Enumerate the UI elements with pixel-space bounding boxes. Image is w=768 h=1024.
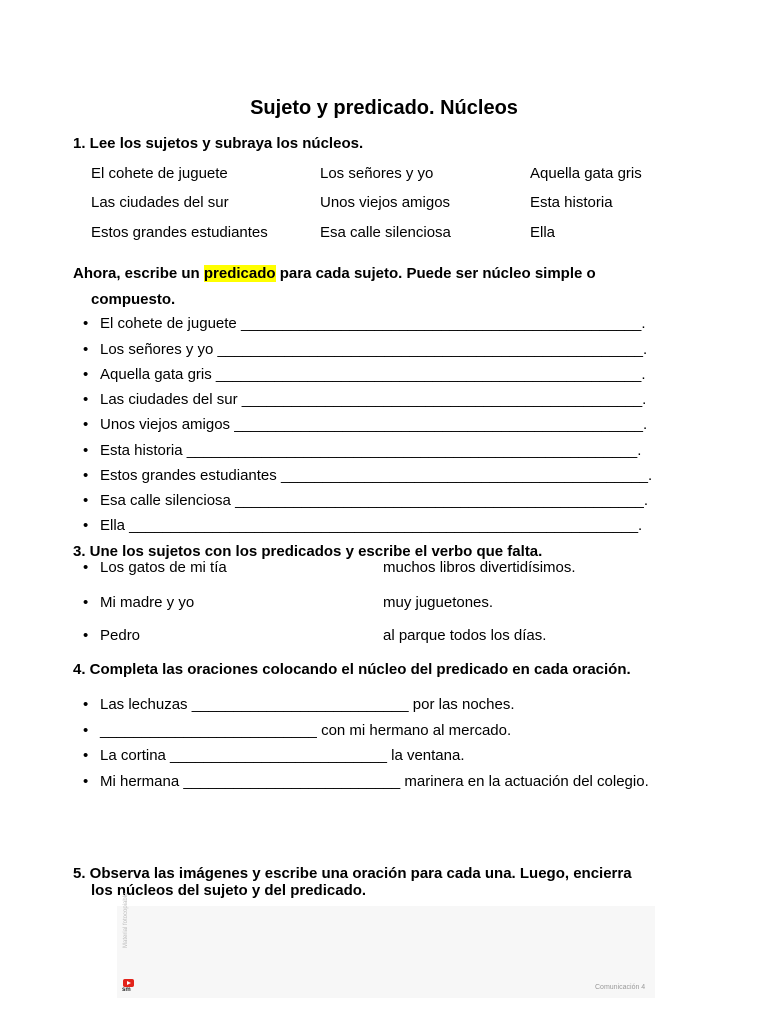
list-item-text: Esta historia ______________________________________________________.: [100, 442, 642, 459]
list-item: [83, 517, 643, 534]
subject-cell: Esa calle silenciosa: [320, 224, 451, 241]
subject-text: Mi madre y yo: [100, 594, 195, 611]
section-1-heading: 1. Lee los sujetos y subraya los núcleos.: [73, 135, 364, 152]
list-item: [83, 442, 642, 459]
sm-logo-text: sm: [122, 987, 131, 993]
bullet-icon: •: [83, 594, 89, 611]
list-item: [83, 341, 648, 358]
subject-item: [83, 559, 227, 576]
section-5-heading-line2: los núcleos del sujeto y del predicado.: [91, 882, 367, 899]
bullet-icon: •: [83, 747, 89, 764]
bullet-icon: •: [83, 696, 89, 713]
subject-cell: El cohete de juguete: [91, 165, 228, 182]
side-note: Material fotocopiable: [123, 892, 129, 948]
subject-cell: Los señores y yo: [320, 165, 434, 182]
image-area: [117, 906, 655, 998]
section-2-heading-line2: compuesto.: [91, 291, 176, 308]
bullet-icon: •: [83, 559, 89, 576]
heading-text: para cada sujeto. Puede ser núcleo simple o: [275, 265, 596, 282]
list-item-text: Esa calle silenciosa _________________________________________________.: [100, 492, 649, 509]
list-item-text: Ella _____________________________________________________________.: [100, 517, 643, 534]
bullet-icon: •: [83, 442, 89, 459]
subject-cell: Unos viejos amigos: [320, 194, 451, 211]
subject-cell: Las ciudades del sur: [91, 194, 229, 211]
subject-cell: Estos grandes estudiantes: [91, 224, 268, 241]
list-item-text: El cohete de juguete ________________________________________________.: [100, 315, 646, 332]
highlighted-word: predicado: [203, 265, 276, 282]
list-item: [83, 747, 465, 764]
bullet-icon: •: [83, 773, 89, 790]
bullet-icon: •: [83, 391, 89, 408]
list-item: [83, 391, 647, 408]
list-item-text: Los señores y yo ___________________________________________________.: [100, 341, 648, 358]
predicate-text: muy juguetones.: [383, 594, 494, 611]
subject-cell: Ella: [530, 224, 556, 241]
bullet-icon: •: [83, 467, 89, 484]
list-item: [83, 315, 646, 332]
list-item: [83, 773, 649, 790]
subject-item: [83, 594, 195, 611]
bullet-icon: •: [83, 315, 89, 332]
list-item: [83, 416, 648, 433]
bullet-icon: •: [83, 627, 89, 644]
section-2-heading: [73, 265, 596, 282]
subject-cell: Esta historia: [530, 194, 613, 211]
list-item: [83, 366, 646, 383]
bullet-icon: •: [83, 517, 89, 534]
subject-text: Pedro: [100, 627, 141, 644]
list-item-text: Las ciudades del sur ________________________________________________.: [100, 391, 647, 408]
bullet-icon: •: [83, 341, 89, 358]
section-5-heading: 5. Observa las imágenes y escribe una oración para cada una. Luego, encierra: [73, 865, 632, 882]
bullet-icon: •: [83, 366, 89, 383]
bullet-icon: •: [83, 722, 89, 739]
footer-right-text: Comunicación 4: [595, 984, 646, 991]
list-item: [83, 722, 512, 739]
subject-cell: Aquella gata gris: [530, 165, 642, 182]
list-item-text: La cortina __________________________ la ventana.: [100, 747, 465, 764]
list-item: [83, 467, 653, 484]
subject-text: Los gatos de mi tía: [100, 559, 227, 576]
subject-item: [83, 627, 141, 644]
list-item-text: __________________________ con mi hermano al mercado.: [100, 722, 512, 739]
list-item-text: Mi hermana __________________________ marinera en la actuación del colegio.: [100, 773, 649, 790]
section-3-heading: 3. Une los sujetos con los predicados y escribe el verbo que falta.: [73, 543, 543, 560]
list-item-text: Unos viejos amigos _________________________________________________.: [100, 416, 648, 433]
list-item: [83, 492, 649, 509]
section-4-heading: 4. Completa las oraciones colocando el núcleo del predicado en cada oración.: [73, 661, 631, 678]
list-item-text: Estos grandes estudiantes ____________________________________________.: [100, 467, 653, 484]
predicate-text: muchos libros divertidísimos.: [383, 559, 576, 576]
bullet-icon: •: [83, 492, 89, 509]
list-item-text: Aquella gata gris ___________________________________________________.: [100, 366, 646, 383]
heading-text: Ahora, escribe un: [73, 265, 204, 282]
bullet-icon: •: [83, 416, 89, 433]
predicate-text: al parque todos los días.: [383, 627, 547, 644]
list-item-text: Las lechuzas __________________________ por las noches.: [100, 696, 515, 713]
page-title: Sujeto y predicado. Núcleos: [250, 97, 518, 119]
list-item: [83, 696, 515, 713]
